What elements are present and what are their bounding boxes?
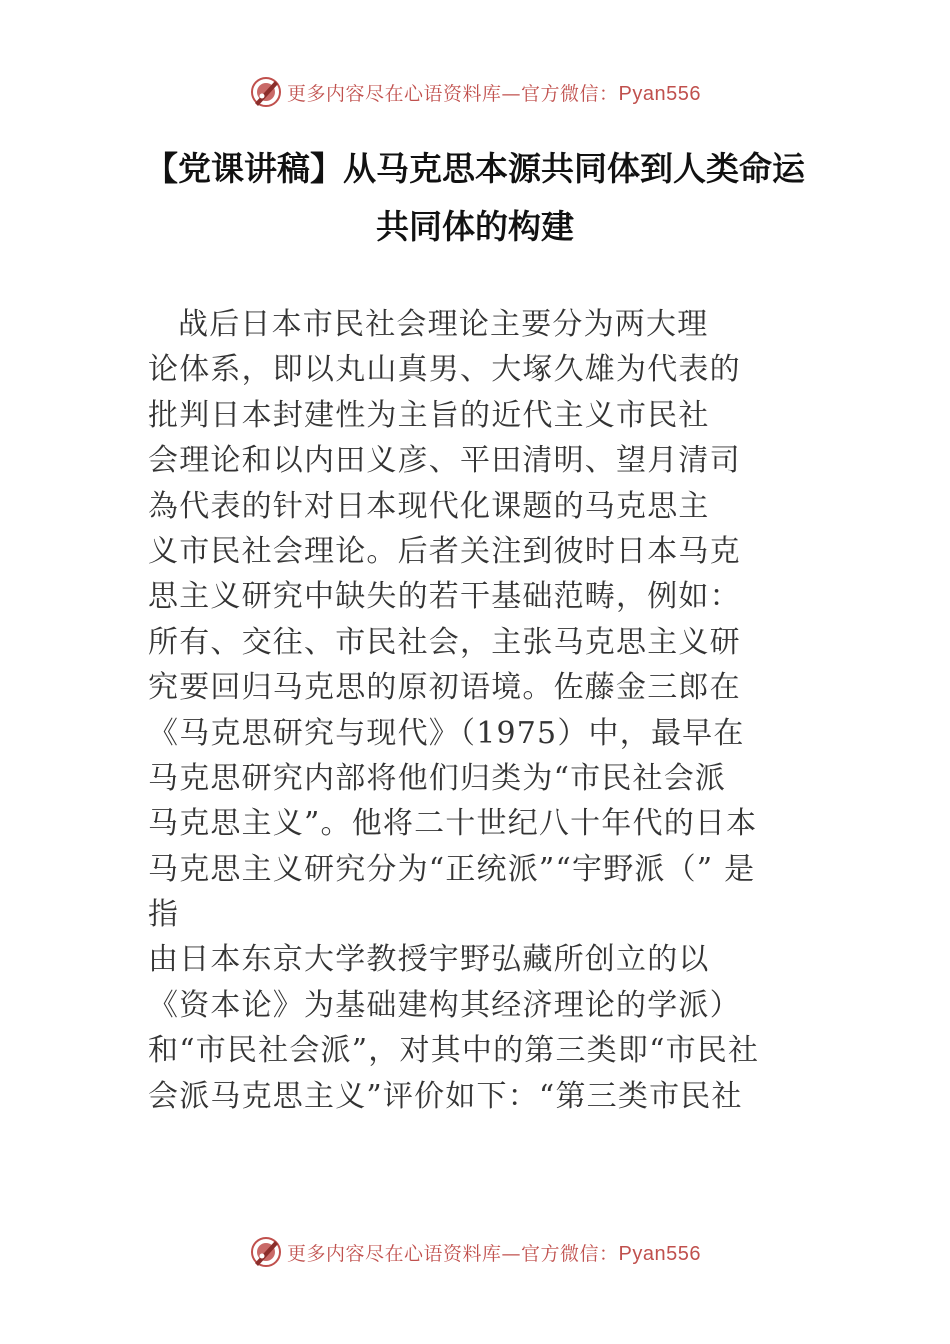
- body-line: 马克思研究内部将他们归类为“市民社会派: [148, 760, 727, 796]
- body-line: 《资本论》为基础建构其经济理论的学派）: [148, 987, 741, 1023]
- body-line: 為代表的针对日本现代化课题的马克思主: [148, 488, 710, 524]
- body-line: 所有、交往、市民社会，主张马克思主义研: [148, 624, 741, 660]
- page-title: [100, 140, 850, 256]
- banner-text: 更多内容尽在心语资料库—官方微信：Pyan556: [287, 1242, 701, 1265]
- body-line: 会理论和以内田义彦、平田清明、望月清司: [148, 443, 741, 479]
- header-banner: [0, 72, 950, 112]
- body-line: 战后日本市民社会理论主要分为两大理: [178, 307, 709, 342]
- body-line: 批判日本封建性为主旨的近代主义市民社: [148, 397, 710, 433]
- title-line: 共同体的构建: [376, 207, 574, 246]
- body-line: 和“市民社会派”，对其中的第三类即“市民社: [148, 1033, 760, 1069]
- pen-seal-icon: [249, 1235, 283, 1269]
- body-line: 马克思主义研究分为“正统派”“宇野派（” 是: [148, 851, 756, 887]
- body-line: 思主义研究中缺失的若干基础范畴，例如：: [148, 579, 741, 615]
- body-line: 《马克思研究与现代》（1975）中，最早在: [148, 715, 745, 751]
- banner-text: 更多内容尽在心语资料库—官方微信：Pyan556: [287, 82, 701, 105]
- body-line: 由日本东京大学教授宇野弘藏所创立的以: [148, 942, 710, 978]
- body-line: 会派马克思主义”评价如下：“第三类市民社: [148, 1078, 743, 1114]
- body-line: 马克思主义”。他将二十世纪八十年代的日本: [148, 806, 758, 842]
- body-line: 究要回归马克思的原初语境。佐藤金三郎在: [148, 670, 741, 706]
- pen-seal-icon: [249, 75, 283, 109]
- body-line: 义市民社会理论。后者关注到彼时日本马克: [148, 533, 741, 569]
- body-line: 论体系，即以丸山真男、大塚久雄为代表的: [148, 352, 741, 388]
- footer-banner: [0, 1232, 950, 1272]
- title-line: 【党课讲稿】从马克思本源共同体到人类命运: [145, 149, 805, 188]
- wechat-handle: Pyan556: [618, 1242, 701, 1265]
- wechat-handle: Pyan556: [618, 82, 701, 105]
- body-text: [148, 302, 818, 1119]
- body-line: 指: [148, 897, 180, 933]
